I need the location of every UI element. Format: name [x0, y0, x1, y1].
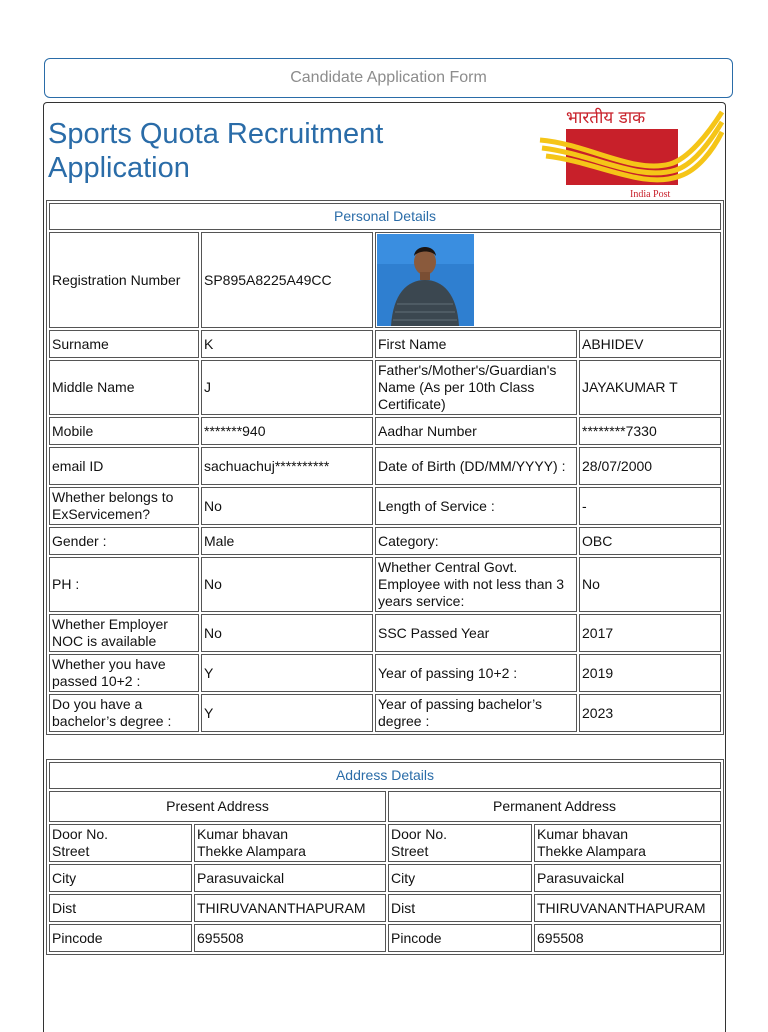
field-value: 2019: [579, 654, 721, 692]
address-value: Parasuvaickal: [534, 864, 721, 892]
field-value: *******940: [201, 417, 373, 445]
field-label: Year of passing bachelor’s degree :: [375, 694, 577, 732]
address-label: Door No. Street: [49, 824, 192, 862]
permanent-address-heading: Permanent Address: [388, 791, 721, 822]
address-details-heading: Address Details: [49, 762, 721, 789]
personal-row: [49, 330, 721, 358]
field-value: Y: [201, 694, 373, 732]
logo-english-text: India Post: [630, 189, 671, 200]
field-label: Father's/Mother's/Guardian's Name (As per 10th Class Certificate): [375, 360, 577, 415]
address-value: 695508: [534, 924, 721, 952]
field-value: J: [201, 360, 373, 415]
personal-row: [49, 417, 721, 445]
field-value: -: [579, 487, 721, 525]
logo-hindi-text: भारतीय डाक: [566, 108, 646, 128]
address-row: [49, 894, 721, 922]
field-label: Length of Service :: [375, 487, 577, 525]
field-label: email ID: [49, 447, 199, 485]
page-title: Sports Quota Recruitment Application: [48, 118, 384, 184]
field-label: Whether you have passed 10+2 :: [49, 654, 199, 692]
field-value: No: [201, 487, 373, 525]
address-label: City: [49, 864, 192, 892]
field-value: OBC: [579, 527, 721, 555]
address-details-table: [46, 759, 724, 955]
field-label: SSC Passed Year: [375, 614, 577, 652]
field-value: No: [579, 557, 721, 612]
registration-number-value: SP895A8225A49CC: [201, 232, 373, 328]
candidate-photo: [377, 234, 474, 326]
field-value: No: [201, 614, 373, 652]
address-value: THIRUVANANTHAPURAM: [534, 894, 721, 922]
field-value: No: [201, 557, 373, 612]
address-label: City: [388, 864, 532, 892]
field-value: JAYAKUMAR T: [579, 360, 721, 415]
field-value: ABHIDEV: [579, 330, 721, 358]
personal-row: [49, 527, 721, 555]
field-label: Do you have a bachelor’s degree :: [49, 694, 199, 732]
field-value: 28/07/2000: [579, 447, 721, 485]
personal-row: [49, 557, 721, 612]
field-label: Year of passing 10+2 :: [375, 654, 577, 692]
address-label: Dist: [388, 894, 532, 922]
personal-row: [49, 487, 721, 525]
india-post-logo: [538, 104, 724, 200]
field-value: Male: [201, 527, 373, 555]
personal-details-table: [46, 200, 724, 735]
field-value: Y: [201, 654, 373, 692]
registration-number-label: Registration Number: [49, 232, 199, 328]
field-label: Gender :: [49, 527, 199, 555]
field-label: Whether Employer NOC is available: [49, 614, 199, 652]
personal-row: [49, 694, 721, 732]
address-row: [49, 824, 721, 862]
field-label: Aadhar Number: [375, 417, 577, 445]
field-label: Mobile: [49, 417, 199, 445]
address-value: 695508: [194, 924, 386, 952]
field-label: Whether Central Govt. Employee with not less than 3 years service:: [375, 557, 577, 612]
field-label: Date of Birth (DD/MM/YYYY) :: [375, 447, 577, 485]
address-value: Parasuvaickal: [194, 864, 386, 892]
field-label: First Name: [375, 330, 577, 358]
personal-row: [49, 654, 721, 692]
personal-row: [49, 614, 721, 652]
address-value: Kumar bhavan Thekke Alampara: [534, 824, 721, 862]
address-value: Kumar bhavan Thekke Alampara: [194, 824, 386, 862]
field-label: PH :: [49, 557, 199, 612]
field-value: sachuachuj**********: [201, 447, 373, 485]
field-label: Whether belongs to ExServicemen?: [49, 487, 199, 525]
address-value: THIRUVANANTHAPURAM: [194, 894, 386, 922]
form-tab-label: Candidate Application Form: [290, 69, 487, 86]
personal-row: [49, 447, 721, 485]
address-row: [49, 864, 721, 892]
personal-details-heading: Personal Details: [49, 203, 721, 230]
address-label: Pincode: [388, 924, 532, 952]
form-tab-header[interactable]: [44, 58, 733, 98]
address-label: Dist: [49, 894, 192, 922]
field-label: Category:: [375, 527, 577, 555]
address-label: Door No. Street: [388, 824, 532, 862]
field-label: Middle Name: [49, 360, 199, 415]
field-label: Surname: [49, 330, 199, 358]
address-label: Pincode: [49, 924, 192, 952]
field-value: ********7330: [579, 417, 721, 445]
address-row: [49, 924, 721, 952]
field-value: 2017: [579, 614, 721, 652]
field-value: 2023: [579, 694, 721, 732]
personal-row: [49, 360, 721, 415]
field-value: K: [201, 330, 373, 358]
photo-cell: [375, 232, 721, 328]
present-address-heading: Present Address: [49, 791, 386, 822]
